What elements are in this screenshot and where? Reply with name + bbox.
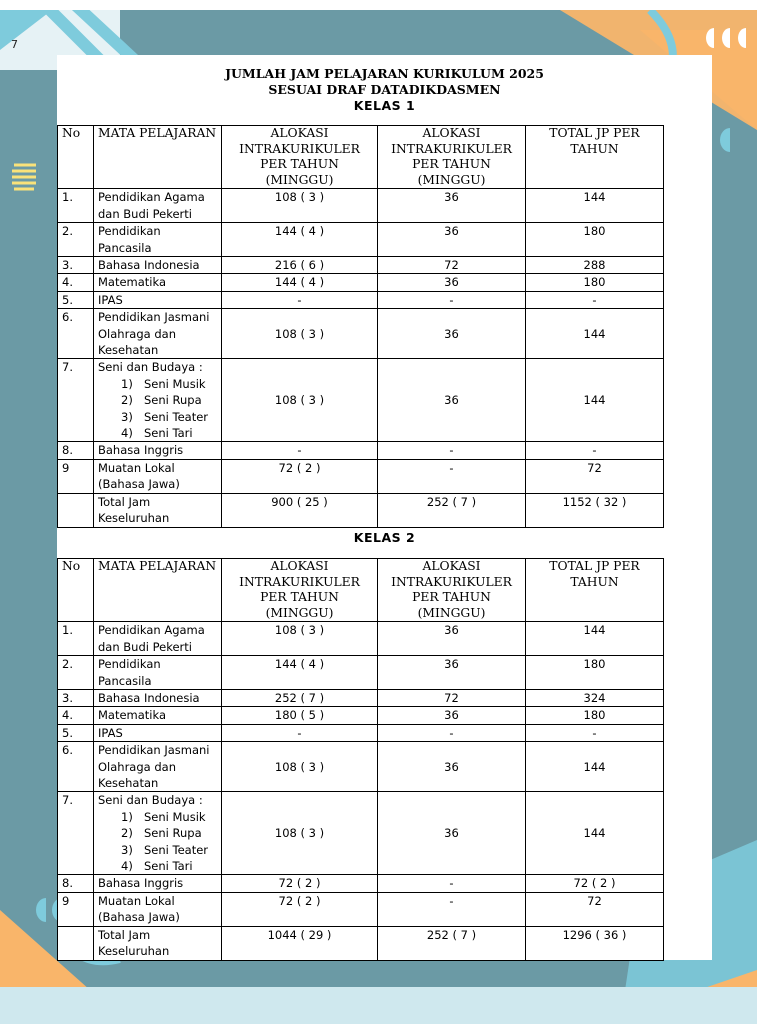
total-jp-cell: 72 bbox=[526, 459, 664, 493]
total-jp-cell: 1296 ( 36 ) bbox=[526, 926, 664, 960]
subject-cell bbox=[94, 690, 222, 707]
subject-cell bbox=[94, 707, 222, 724]
header-total-jp: TOTAL JP PER TAHUN bbox=[526, 559, 664, 622]
row-number: 2. bbox=[58, 223, 94, 257]
row-number: 5. bbox=[58, 724, 94, 741]
header-no: No bbox=[58, 559, 94, 622]
total-jp-cell: 144 bbox=[526, 189, 664, 223]
alokasi-minggu-cell: 36 bbox=[378, 274, 526, 291]
sub-subject-number: 2) bbox=[121, 393, 133, 408]
alokasi-tahun-cell: - bbox=[222, 724, 378, 741]
sub-subject bbox=[98, 376, 217, 392]
table-row bbox=[58, 274, 664, 291]
subject-cell bbox=[94, 459, 222, 493]
kelas-2-heading-wrap bbox=[57, 530, 712, 546]
alokasi-tahun-cell: 108 ( 3 ) bbox=[222, 359, 378, 442]
alokasi-tahun-cell: 144 ( 4 ) bbox=[222, 656, 378, 690]
sub-subject-number: 4) bbox=[121, 426, 133, 441]
alokasi-tahun-cell: 144 ( 4 ) bbox=[222, 274, 378, 291]
subject-label: Bahasa Inggris bbox=[98, 443, 184, 458]
alokasi-tahun-cell: 180 ( 5 ) bbox=[222, 707, 378, 724]
sub-subject-label: Seni Musik bbox=[144, 809, 206, 824]
header-alokasi-minggu: ALOKASI INTRAKURIKULER PER TAHUN (MINGGU) bbox=[378, 559, 526, 622]
sub-subject-label: Seni Tari bbox=[144, 859, 193, 874]
title-line-2: SESUAI DRAF DATADIKDASMEN bbox=[268, 82, 501, 97]
subject-label: Pendidikan Jasmani Olahraga dan Kesehatan bbox=[98, 743, 210, 791]
row-number: 9 bbox=[58, 892, 94, 926]
alokasi-minggu-cell: - bbox=[378, 892, 526, 926]
subject-label: Matematika bbox=[98, 708, 167, 723]
sub-subject-number: 3) bbox=[121, 842, 133, 857]
subject-cell bbox=[94, 274, 222, 291]
subject-label: Muatan Lokal (Bahasa Jawa) bbox=[98, 460, 180, 492]
subject-label: Pendidikan Pancasila bbox=[98, 224, 161, 255]
total-jp-cell: 144 bbox=[526, 742, 664, 792]
table-row bbox=[58, 309, 664, 359]
total-jp-cell: - bbox=[526, 724, 664, 741]
subject-cell bbox=[94, 724, 222, 741]
sub-subject-number: 3) bbox=[121, 409, 133, 424]
subject-label: Pendidikan Agama dan Budi Pekerti bbox=[98, 623, 205, 654]
row-number: 1. bbox=[58, 189, 94, 223]
alokasi-tahun-cell: 72 ( 2 ) bbox=[222, 892, 378, 926]
sub-subject bbox=[98, 409, 217, 425]
alokasi-tahun-cell: 72 ( 2 ) bbox=[222, 875, 378, 892]
table-row bbox=[58, 792, 664, 875]
sub-subject-label: Seni Rupa bbox=[144, 393, 202, 408]
subject-cell bbox=[94, 223, 222, 257]
subject-cell bbox=[94, 742, 222, 792]
subject-label: Total Jam Keseluruhan bbox=[98, 927, 170, 959]
subject-cell bbox=[94, 656, 222, 690]
table-row bbox=[58, 189, 664, 223]
row-number: 7. bbox=[58, 792, 94, 875]
alokasi-tahun-cell: - bbox=[222, 291, 378, 308]
sub-subject-number: 2) bbox=[121, 826, 133, 841]
document-title bbox=[57, 66, 712, 114]
table-row bbox=[58, 656, 664, 690]
total-row bbox=[58, 493, 664, 527]
subject-label: Seni dan Budaya : bbox=[98, 360, 203, 375]
alokasi-tahun-cell: 108 ( 3 ) bbox=[222, 622, 378, 656]
subject-label: IPAS bbox=[98, 292, 123, 307]
subject-label: Total Jam Keseluruhan bbox=[98, 494, 170, 526]
subject-label: Pendidikan Pancasila bbox=[98, 657, 161, 688]
alokasi-minggu-cell: 36 bbox=[378, 359, 526, 442]
sub-subject bbox=[98, 425, 217, 441]
subject-cell bbox=[94, 892, 222, 926]
total-jp-cell: 288 bbox=[526, 257, 664, 274]
subject-cell bbox=[94, 309, 222, 359]
header-total-jp: TOTAL JP PER TAHUN bbox=[526, 126, 664, 189]
alokasi-tahun-cell: 108 ( 3 ) bbox=[222, 189, 378, 223]
total-jp-cell: 180 bbox=[526, 274, 664, 291]
alokasi-tahun-cell: 72 ( 2 ) bbox=[222, 459, 378, 493]
table-row bbox=[58, 875, 664, 892]
sub-subject-number: 4) bbox=[121, 859, 133, 874]
table-row bbox=[58, 742, 664, 792]
kelas-1-table bbox=[57, 125, 664, 528]
table-row bbox=[58, 690, 664, 707]
subject-label: Bahasa Inggris bbox=[98, 876, 184, 891]
alokasi-minggu-cell: - bbox=[378, 724, 526, 741]
header-alokasi-tahun: ALOKASI INTRAKURIKULER PER TAHUN (MINGGU) bbox=[222, 559, 378, 622]
alokasi-minggu-cell: 36 bbox=[378, 656, 526, 690]
header-alokasi-tahun: ALOKASI INTRAKURIKULER PER TAHUN (MINGGU) bbox=[222, 126, 378, 189]
alokasi-tahun-cell: 216 ( 6 ) bbox=[222, 257, 378, 274]
page-number: 7 bbox=[11, 38, 18, 51]
total-jp-cell: - bbox=[526, 291, 664, 308]
row-number: 8. bbox=[58, 442, 94, 459]
sub-subject-label: Seni Teater bbox=[144, 409, 209, 424]
table-row bbox=[58, 442, 664, 459]
row-number bbox=[58, 926, 94, 960]
subject-cell bbox=[94, 359, 222, 442]
alokasi-tahun-cell: 900 ( 25 ) bbox=[222, 493, 378, 527]
table-header-row bbox=[58, 126, 664, 189]
subject-cell bbox=[94, 493, 222, 527]
row-number: 8. bbox=[58, 875, 94, 892]
row-number bbox=[58, 493, 94, 527]
sub-subject bbox=[98, 858, 217, 874]
alokasi-minggu-cell: 252 ( 7 ) bbox=[378, 493, 526, 527]
table-row bbox=[58, 359, 664, 442]
alokasi-minggu-cell: 72 bbox=[378, 690, 526, 707]
kelas-2-heading: KELAS 2 bbox=[353, 530, 416, 545]
total-jp-cell: 144 bbox=[526, 792, 664, 875]
header-alokasi-minggu: ALOKASI INTRAKURIKULER PER TAHUN (MINGGU) bbox=[378, 126, 526, 189]
alokasi-minggu-cell: 36 bbox=[378, 223, 526, 257]
alokasi-tahun-cell: 1044 ( 29 ) bbox=[222, 926, 378, 960]
table-row bbox=[58, 707, 664, 724]
subject-cell bbox=[94, 792, 222, 875]
sub-subject-number: 1) bbox=[121, 809, 133, 824]
total-jp-cell: - bbox=[526, 442, 664, 459]
total-row bbox=[58, 926, 664, 960]
sub-subject bbox=[98, 825, 217, 841]
header-no: No bbox=[58, 126, 94, 189]
alokasi-minggu-cell: 252 ( 7 ) bbox=[378, 926, 526, 960]
alokasi-minggu-cell: 36 bbox=[378, 707, 526, 724]
sub-subject bbox=[98, 392, 217, 408]
table-row bbox=[58, 257, 664, 274]
alokasi-tahun-cell: - bbox=[222, 442, 378, 459]
total-jp-cell: 72 bbox=[526, 892, 664, 926]
subject-cell bbox=[94, 442, 222, 459]
row-number: 6. bbox=[58, 742, 94, 792]
total-jp-cell: 144 bbox=[526, 622, 664, 656]
subject-label: Muatan Lokal (Bahasa Jawa) bbox=[98, 893, 180, 925]
sub-subject-label: Seni Tari bbox=[144, 426, 193, 441]
subject-label: Matematika bbox=[98, 275, 167, 290]
subject-cell bbox=[94, 926, 222, 960]
alokasi-minggu-cell: 36 bbox=[378, 742, 526, 792]
sub-subject bbox=[98, 842, 217, 858]
table-row bbox=[58, 291, 664, 308]
alokasi-tahun-cell: 108 ( 3 ) bbox=[222, 742, 378, 792]
row-number: 3. bbox=[58, 257, 94, 274]
total-jp-cell: 144 bbox=[526, 309, 664, 359]
row-number: 6. bbox=[58, 309, 94, 359]
sub-subject bbox=[98, 809, 217, 825]
title-line-1: JUMLAH JAM PELAJARAN KURIKULUM 2025 bbox=[225, 66, 544, 81]
row-number: 4. bbox=[58, 707, 94, 724]
alokasi-minggu-cell: - bbox=[378, 459, 526, 493]
row-number: 4. bbox=[58, 274, 94, 291]
subject-label: Pendidikan Jasmani Olahraga dan Kesehatan bbox=[98, 310, 210, 358]
sub-subject-label: Seni Rupa bbox=[144, 826, 202, 841]
subject-label: Bahasa Indonesia bbox=[98, 258, 200, 272]
subject-cell bbox=[94, 622, 222, 656]
alokasi-tahun-cell: 252 ( 7 ) bbox=[222, 690, 378, 707]
total-jp-cell: 180 bbox=[526, 223, 664, 257]
bottom-band bbox=[0, 987, 757, 1024]
header-mata-pelajaran: MATA PELAJARAN bbox=[94, 559, 222, 622]
subject-cell bbox=[94, 291, 222, 308]
sub-subject-number: 1) bbox=[121, 376, 133, 391]
subject-cell bbox=[94, 189, 222, 223]
row-number: 1. bbox=[58, 622, 94, 656]
row-number: 9 bbox=[58, 459, 94, 493]
table-row bbox=[58, 724, 664, 741]
subject-cell bbox=[94, 875, 222, 892]
subject-cell bbox=[94, 257, 222, 274]
sub-subject-label: Seni Musik bbox=[144, 376, 206, 391]
kelas-2-table bbox=[57, 558, 664, 961]
total-jp-cell: 324 bbox=[526, 690, 664, 707]
kelas-1-heading: KELAS 1 bbox=[353, 98, 416, 113]
alokasi-minggu-cell: 36 bbox=[378, 622, 526, 656]
yellow-stripes-left bbox=[12, 165, 36, 189]
table-row bbox=[58, 459, 664, 493]
row-number: 5. bbox=[58, 291, 94, 308]
table-row bbox=[58, 223, 664, 257]
alokasi-tahun-cell: 108 ( 3 ) bbox=[222, 309, 378, 359]
sub-subject-label: Seni Teater bbox=[144, 842, 209, 857]
header-mata-pelajaran: MATA PELAJARAN bbox=[94, 126, 222, 189]
alokasi-minggu-cell: 36 bbox=[378, 309, 526, 359]
total-jp-cell: 72 ( 2 ) bbox=[526, 875, 664, 892]
table-row bbox=[58, 892, 664, 926]
subject-label: IPAS bbox=[98, 725, 123, 740]
alokasi-minggu-cell: - bbox=[378, 875, 526, 892]
total-jp-cell: 144 bbox=[526, 359, 664, 442]
table-header-row bbox=[58, 559, 664, 622]
row-number: 2. bbox=[58, 656, 94, 690]
subject-label: Pendidikan Agama dan Budi Pekerti bbox=[98, 190, 205, 221]
alokasi-tahun-cell: 144 ( 4 ) bbox=[222, 223, 378, 257]
total-jp-cell: 180 bbox=[526, 707, 664, 724]
total-jp-cell: 180 bbox=[526, 656, 664, 690]
alokasi-minggu-cell: 36 bbox=[378, 792, 526, 875]
table-row bbox=[58, 622, 664, 656]
total-jp-cell: 1152 ( 32 ) bbox=[526, 493, 664, 527]
alokasi-minggu-cell: - bbox=[378, 442, 526, 459]
subject-label: Seni dan Budaya : bbox=[98, 793, 203, 808]
alokasi-minggu-cell: 72 bbox=[378, 257, 526, 274]
alokasi-minggu-cell: 36 bbox=[378, 189, 526, 223]
row-number: 7. bbox=[58, 359, 94, 442]
alokasi-minggu-cell: - bbox=[378, 291, 526, 308]
alokasi-tahun-cell: 108 ( 3 ) bbox=[222, 792, 378, 875]
subject-label: Bahasa Indonesia bbox=[98, 691, 200, 705]
row-number: 3. bbox=[58, 690, 94, 707]
